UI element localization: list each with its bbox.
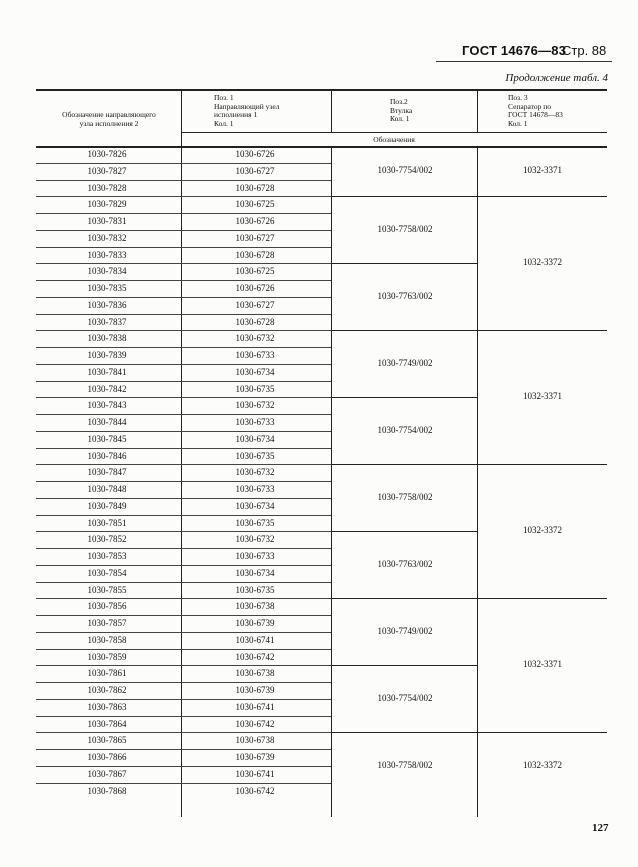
- cell-pos1-designation: 1030-6735: [235, 517, 275, 528]
- cell-guide-unit-designation: 1030-7856: [87, 601, 127, 612]
- cell-pos2-bushing: 1030-7754/002: [377, 165, 433, 176]
- row-rule: [36, 381, 331, 382]
- cell-guide-unit-designation: 1030-7841: [87, 366, 127, 377]
- row-rule: [36, 347, 331, 348]
- cell-guide-unit-designation: 1030-7867: [87, 768, 127, 779]
- header-col3-line: Поз.2: [390, 97, 408, 106]
- group-rule: [331, 464, 477, 465]
- cell-pos1-designation: 1030-6728: [235, 249, 275, 260]
- cell-guide-unit-designation: 1030-7854: [87, 567, 127, 578]
- cell-pos3-separator: 1032-3371: [523, 165, 562, 176]
- cell-pos1-designation: 1030-6727: [235, 232, 275, 243]
- cell-pos2-bushing: 1030-7763/002: [377, 558, 433, 569]
- cell-pos1-designation: 1030-6735: [235, 383, 275, 394]
- header-col2-line: Поз. 1: [214, 93, 234, 102]
- cell-pos1-designation: 1030-6726: [235, 216, 275, 226]
- cell-pos1-designation: 1030-6738: [235, 601, 275, 612]
- row-rule: [36, 598, 331, 599]
- header-col3-line: Втулка: [390, 105, 413, 115]
- cell-guide-unit-designation: 1030-7861: [87, 668, 127, 679]
- cell-pos1-designation: 1030-6725: [235, 266, 275, 277]
- group-rule: [331, 665, 477, 666]
- table-top-rule: [36, 89, 607, 91]
- group-rule: [477, 330, 607, 331]
- cell-guide-unit-designation: 1030-7836: [87, 299, 127, 310]
- row-rule: [36, 615, 331, 616]
- header-col4-line: Поз. 3: [508, 93, 528, 102]
- cell-guide-unit-designation: 1030-7839: [87, 350, 127, 360]
- row-rule: [36, 749, 331, 750]
- cell-guide-unit-designation: 1030-7828: [87, 182, 127, 193]
- cell-pos1-designation: 1030-6733: [235, 417, 275, 427]
- cell-pos3-separator: 1032-3372: [523, 759, 562, 770]
- group-rule: [331, 196, 477, 197]
- header-bottom-rule: [36, 146, 607, 148]
- row-rule: [36, 515, 331, 516]
- cell-pos1-designation: 1030-6725: [235, 199, 275, 210]
- cell-guide-unit-designation: 1030-7864: [87, 718, 127, 729]
- column-divider: [181, 89, 182, 817]
- row-rule: [36, 531, 331, 532]
- cell-pos2-bushing: 1030-7754/002: [377, 424, 433, 435]
- cell-guide-unit-designation: 1030-7845: [87, 433, 127, 444]
- cell-pos3-separator: 1032-3372: [523, 525, 562, 536]
- row-rule: [36, 682, 331, 683]
- header-col4-line: Кол. 1: [508, 118, 528, 128]
- cell-pos1-designation: 1030-6732: [235, 333, 275, 344]
- cell-pos1-designation: 1030-6733: [235, 551, 275, 561]
- row-rule: [36, 230, 331, 231]
- row-rule: [36, 481, 331, 482]
- cell-pos2-bushing: 1030-7754/002: [377, 692, 433, 703]
- column-divider: [331, 146, 332, 817]
- row-rule: [36, 498, 331, 499]
- cell-guide-unit-designation: 1030-7843: [87, 400, 127, 411]
- cell-pos1-designation: 1030-6739: [235, 685, 275, 695]
- row-rule: [36, 783, 331, 784]
- row-rule: [36, 280, 331, 281]
- row-rule: [36, 632, 331, 633]
- cell-pos3-separator: 1032-3371: [523, 659, 562, 670]
- cell-guide-unit-designation: 1030-7865: [87, 735, 127, 746]
- cell-pos2-bushing: 1030-7749/002: [377, 625, 433, 636]
- cell-pos1-designation: 1030-6726: [235, 283, 275, 293]
- group-rule: [331, 263, 477, 264]
- row-rule: [36, 397, 331, 398]
- page-number: 127: [592, 822, 609, 834]
- group-rule: [331, 531, 477, 532]
- group-rule: [331, 732, 477, 733]
- cell-pos1-designation: 1030-6739: [235, 752, 275, 762]
- row-rule: [36, 732, 331, 733]
- cell-guide-unit-designation: 1030-7852: [87, 534, 127, 545]
- header-col4-line: ГОСТ 14678—83: [508, 110, 563, 119]
- header-col2-line: Направляющий узел: [214, 101, 280, 111]
- page-header-standard: ГОСТ 14676—83: [462, 43, 567, 58]
- row-rule: [36, 297, 331, 298]
- cell-pos1-designation: 1030-6734: [235, 433, 275, 444]
- row-rule: [36, 431, 331, 432]
- group-rule: [331, 397, 477, 398]
- cell-guide-unit-designation: 1030-7837: [87, 316, 127, 327]
- cell-pos2-bushing: 1030-7758/002: [377, 491, 433, 502]
- cell-guide-unit-designation: 1030-7838: [87, 333, 127, 344]
- row-rule: [36, 247, 331, 248]
- cell-guide-unit-designation: 1030-7857: [87, 618, 127, 628]
- cell-pos1-designation: 1030-6735: [235, 584, 275, 595]
- group-rule: [477, 598, 607, 599]
- cell-guide-unit-designation: 1030-7853: [87, 551, 127, 561]
- cell-guide-unit-designation: 1030-7833: [87, 249, 127, 260]
- header-col4-line: Сепаратор по: [508, 101, 551, 111]
- cell-guide-unit-designation: 1030-7835: [87, 283, 127, 293]
- row-rule: [36, 582, 331, 583]
- cell-pos3-separator: 1032-3372: [523, 257, 562, 268]
- cell-guide-unit-designation: 1030-7831: [87, 216, 127, 226]
- row-rule: [36, 665, 331, 666]
- cell-guide-unit-designation: 1030-7863: [87, 701, 127, 712]
- cell-pos1-designation: 1030-6733: [235, 484, 275, 494]
- subheader-rule: [181, 132, 607, 133]
- cell-guide-unit-designation: 1030-7858: [87, 634, 127, 645]
- cell-pos1-designation: 1030-6727: [235, 299, 275, 310]
- column-divider: [477, 89, 478, 132]
- row-rule: [36, 565, 331, 566]
- header-col3-line: Кол. 1: [390, 114, 410, 123]
- cell-pos1-designation: 1030-6732: [235, 467, 275, 478]
- cell-pos1-designation: 1030-6742: [235, 718, 275, 729]
- cell-guide-unit-designation: 1030-7851: [87, 517, 127, 528]
- cell-pos1-designation: 1030-6732: [235, 534, 275, 545]
- cell-pos1-designation: 1030-6728: [235, 182, 275, 193]
- cell-pos1-designation: 1030-6742: [235, 785, 275, 796]
- header-col1-line: узла исполнения 2: [79, 118, 139, 128]
- cell-pos1-designation: 1030-6726: [235, 149, 275, 159]
- cell-pos1-designation: 1030-6738: [235, 668, 275, 679]
- table-continuation-label: Продолжение табл. 4: [505, 72, 608, 84]
- group-rule: [477, 732, 607, 733]
- row-rule: [36, 364, 331, 365]
- row-rule: [36, 180, 331, 181]
- cell-guide-unit-designation: 1030-7868: [87, 785, 127, 796]
- cell-pos1-designation: 1030-6727: [235, 165, 275, 176]
- cell-guide-unit-designation: 1030-7866: [87, 752, 127, 762]
- cell-guide-unit-designation: 1030-7862: [87, 685, 127, 695]
- group-rule: [477, 464, 607, 465]
- cell-pos1-designation: 1030-6742: [235, 651, 275, 662]
- group-rule: [331, 330, 477, 331]
- row-rule: [36, 716, 331, 717]
- row-rule: [36, 163, 331, 164]
- column-divider: [331, 89, 332, 132]
- row-rule: [36, 448, 331, 449]
- cell-guide-unit-designation: 1030-7832: [87, 232, 127, 243]
- header-designations: Обозначения: [373, 135, 415, 144]
- cell-pos1-designation: 1030-6733: [235, 350, 275, 360]
- row-rule: [36, 213, 331, 214]
- header-col2-line: Кол. 1: [214, 118, 234, 128]
- cell-pos1-designation: 1030-6741: [235, 768, 275, 779]
- page-header-page-label: Стр. 88: [562, 43, 607, 58]
- cell-guide-unit-designation: 1030-7848: [87, 484, 127, 494]
- cell-pos1-designation: 1030-6741: [235, 701, 275, 712]
- row-rule: [36, 464, 331, 465]
- row-rule: [36, 548, 331, 549]
- row-rule: [36, 649, 331, 650]
- row-rule: [36, 330, 331, 331]
- row-rule: [36, 699, 331, 700]
- header-col2-line: исполнения 1: [214, 110, 258, 119]
- cell-pos2-bushing: 1030-7758/002: [377, 759, 433, 770]
- cell-guide-unit-designation: 1030-7855: [87, 584, 127, 595]
- cell-pos1-designation: 1030-6732: [235, 400, 275, 411]
- cell-guide-unit-designation: 1030-7842: [87, 383, 127, 394]
- cell-pos1-designation: 1030-6741: [235, 634, 275, 645]
- cell-pos2-bushing: 1030-7763/002: [377, 290, 433, 301]
- cell-guide-unit-designation: 1030-7859: [87, 651, 127, 662]
- cell-guide-unit-designation: 1030-7834: [87, 266, 127, 277]
- cell-pos2-bushing: 1030-7749/002: [377, 357, 433, 368]
- cell-pos1-designation: 1030-6738: [235, 735, 275, 746]
- row-rule: [36, 766, 331, 767]
- cell-pos1-designation: 1030-6734: [235, 567, 275, 578]
- cell-pos1-designation: 1030-6739: [235, 618, 275, 628]
- cell-pos1-designation: 1030-6734: [235, 500, 275, 511]
- cell-guide-unit-designation: 1030-7829: [87, 199, 127, 210]
- cell-guide-unit-designation: 1030-7847: [87, 467, 127, 478]
- cell-pos1-designation: 1030-6735: [235, 450, 275, 461]
- cell-guide-unit-designation: 1030-7844: [87, 417, 127, 427]
- cell-guide-unit-designation: 1030-7826: [87, 149, 127, 159]
- cell-guide-unit-designation: 1030-7846: [87, 450, 127, 461]
- cell-pos1-designation: 1030-6734: [235, 366, 275, 377]
- column-divider: [477, 146, 478, 817]
- cell-guide-unit-designation: 1030-7827: [87, 165, 127, 176]
- group-rule: [477, 196, 607, 197]
- cell-pos2-bushing: 1030-7758/002: [377, 223, 433, 234]
- row-rule: [36, 414, 331, 415]
- row-rule: [36, 314, 331, 315]
- cell-pos3-separator: 1032-3371: [523, 391, 562, 402]
- header-col1-line: Обозначение направляющего: [62, 110, 156, 119]
- group-rule: [331, 598, 477, 599]
- cell-pos1-designation: 1030-6728: [235, 316, 275, 327]
- row-rule: [36, 263, 331, 264]
- cell-guide-unit-designation: 1030-7849: [87, 500, 127, 511]
- row-rule: [36, 196, 331, 197]
